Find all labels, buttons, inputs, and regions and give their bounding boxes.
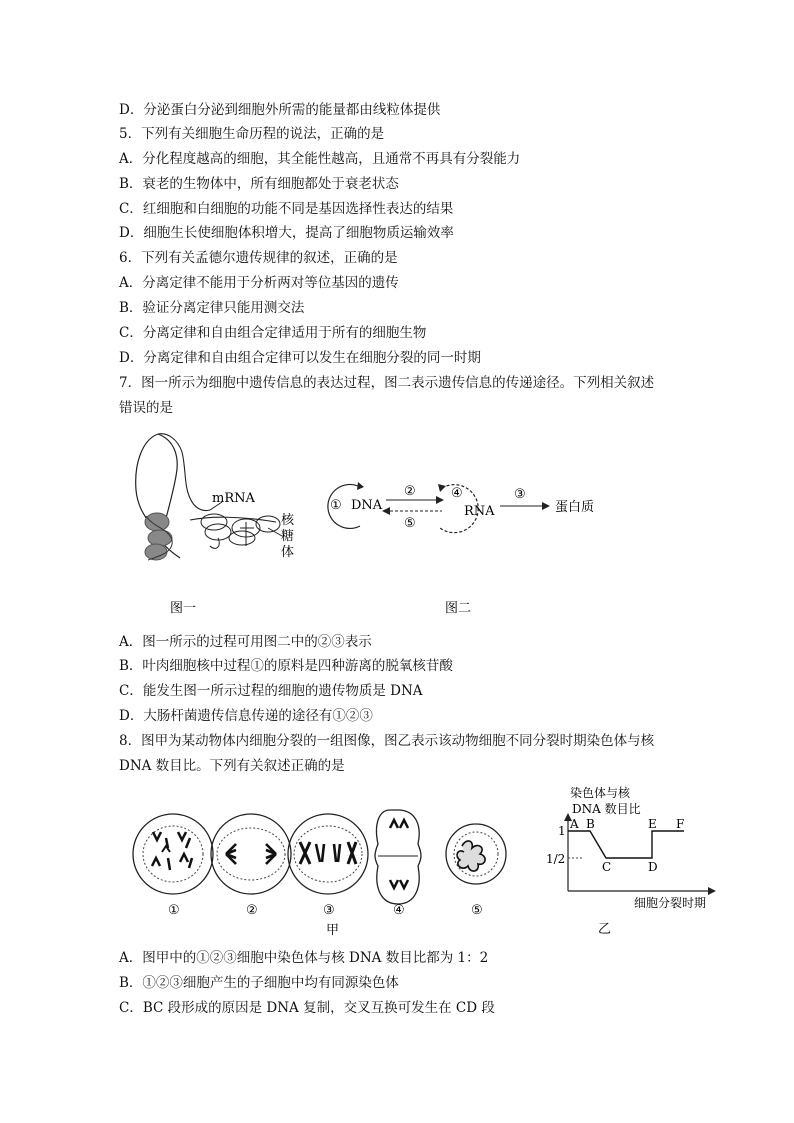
ribosome-label-3: 体 bbox=[281, 545, 295, 560]
option-a-q8: A．图甲中的①②③细胞中染色体与核 DNA 数目比都为 1：2 bbox=[119, 950, 489, 966]
option-c-q6: C．分离定律和自由组合定律适用于所有的细胞生物 bbox=[119, 325, 427, 341]
option-d-q4: D．分泌蛋白分泌到细胞外所需的能量都由线粒体提供 bbox=[119, 102, 441, 118]
mrna-label: mRNA bbox=[212, 491, 255, 506]
option-b-q5: B．衰老的生物体中，所有细胞都处于衰老状态 bbox=[119, 176, 399, 192]
ribosome-label-1: 核 bbox=[281, 513, 295, 528]
figure-2-caption: 图二 bbox=[445, 601, 472, 614]
option-b-q7: B．叶肉细胞核中过程①的原料是四种游离的脱氧核苷酸 bbox=[119, 658, 453, 674]
figure-1-translation bbox=[130, 428, 310, 620]
figure-2-central-dogma bbox=[318, 478, 608, 614]
cell-4 bbox=[375, 810, 421, 904]
option-c-q5: C．红细胞和白细胞的功能不同是基因选择性表达的结果 bbox=[119, 201, 454, 217]
process-1-label: ① bbox=[330, 498, 342, 513]
point-a: A bbox=[570, 817, 579, 831]
figure-1-caption: 图一 bbox=[170, 601, 197, 616]
dna-label: DNA bbox=[351, 498, 383, 513]
y-axis-label-1: 染色体与核 bbox=[570, 786, 631, 800]
y-axis-label-2: DNA 数目比 bbox=[572, 802, 641, 816]
option-b-q8: B．①②③细胞产生的子细胞中均有同源染色体 bbox=[119, 975, 399, 991]
point-f: F bbox=[676, 817, 685, 831]
option-a-q7: A．图一所示的过程可用图二中的②③表示 bbox=[119, 634, 372, 650]
y-tick-1: 1 bbox=[558, 824, 566, 838]
point-e: E bbox=[648, 817, 657, 831]
cell-5-label: ⑤ bbox=[471, 903, 483, 918]
process-2-label: ② bbox=[404, 484, 416, 499]
question-7-cont: 错误的是 bbox=[119, 400, 173, 416]
cell-2-label: ② bbox=[246, 903, 258, 918]
option-d-q6: D．分离定律和自由组合定律可以发生在细胞分裂的同一时期 bbox=[119, 350, 481, 366]
cell-1-label: ① bbox=[168, 903, 180, 918]
point-c: C bbox=[602, 860, 612, 874]
cell-3-label: ③ bbox=[323, 903, 335, 918]
figure-jia-cell-division bbox=[128, 796, 528, 936]
point-d: D bbox=[648, 860, 658, 874]
cell-1 bbox=[133, 814, 213, 894]
question-8: 8．图甲为某动物体内细胞分裂的一组图像，图乙表示该动物细胞不同分裂时期染色体与核 bbox=[119, 733, 655, 749]
question-6: 6．下列有关孟德尔遗传规律的叙述，正确的是 bbox=[119, 250, 398, 266]
option-d-q7: D．大肠杆菌遗传信息传递的途径有①②③ bbox=[119, 708, 373, 724]
process-5-label: ⑤ bbox=[404, 516, 416, 531]
figure-yi-caption: 乙 bbox=[598, 922, 612, 937]
question-5: 5．下列有关细胞生命历程的说法，正确的是 bbox=[119, 126, 385, 142]
question-7: 7．图一所示为细胞中遗传信息的表达过程，图二表示遗传信息的传递途径。下列相关叙述 bbox=[119, 375, 655, 391]
rna-label: RNA bbox=[464, 504, 495, 519]
option-a-q6: A．分离定律不能用于分析两对等位基因的遗传 bbox=[119, 275, 399, 291]
cell-2 bbox=[211, 814, 291, 894]
option-c-q8: C．BC 段形成的原因是 DNA 复制，交叉互换可发生在 CD 段 bbox=[119, 1000, 495, 1016]
ribosome-label-2: 糖 bbox=[281, 529, 295, 544]
question-8-cont: DNA 数目比。下列有关叙述正确的是 bbox=[119, 758, 345, 774]
figure-jia-caption: 甲 bbox=[326, 923, 340, 936]
x-axis-label: 细胞分裂时期 bbox=[634, 896, 707, 910]
protein-label: 蛋白质 bbox=[555, 500, 595, 515]
process-3-label: ③ bbox=[514, 487, 526, 502]
y-tick-half: 1/2 bbox=[546, 852, 566, 866]
cell-5 bbox=[446, 824, 506, 884]
process-4-label: ④ bbox=[451, 486, 463, 501]
figure-yi-ratio-graph bbox=[538, 783, 718, 939]
cell-4-label: ④ bbox=[393, 903, 405, 918]
ratio-curve bbox=[568, 831, 684, 858]
option-a-q5: A．分化程度越高的细胞，其全能性越高，且通常不再具有分裂能力 bbox=[119, 151, 521, 167]
option-c-q7: C．能发生图一所示过程的细胞的遗传物质是 DNA bbox=[119, 683, 423, 699]
option-b-q6: B．验证分离定律只能用测交法 bbox=[119, 300, 305, 316]
cell-3 bbox=[288, 814, 368, 894]
option-d-q5: D．细胞生长使细胞体积增大，提高了细胞物质运输效率 bbox=[119, 225, 454, 241]
point-b: B bbox=[586, 817, 595, 831]
